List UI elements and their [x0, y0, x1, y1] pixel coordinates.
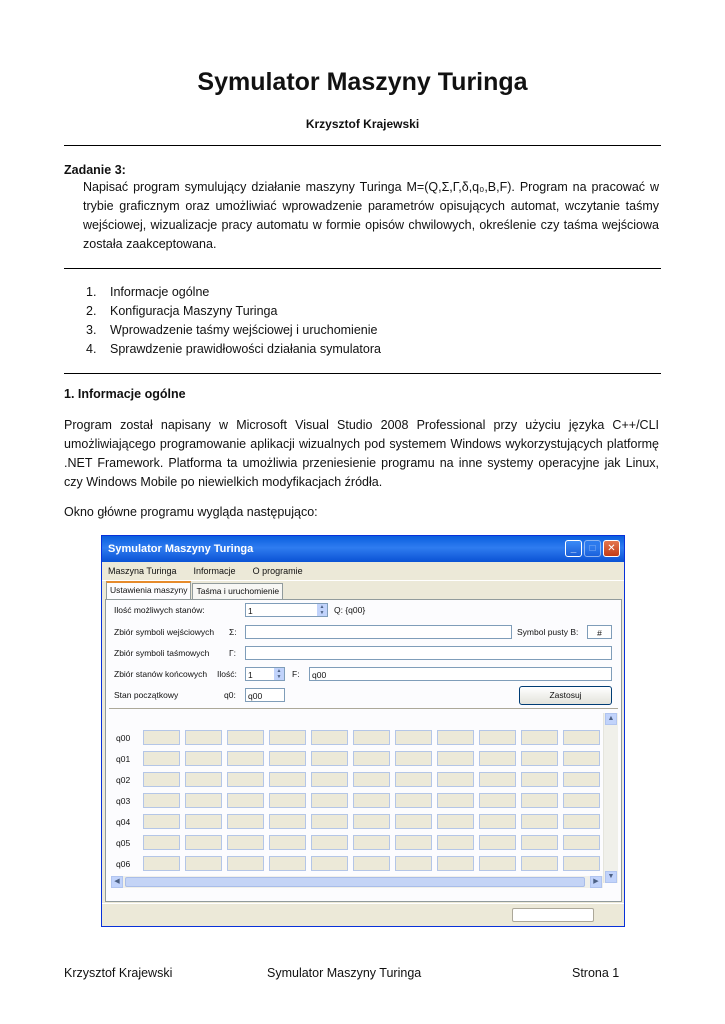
grid-cell[interactable]	[227, 772, 264, 787]
table-row: q06	[111, 856, 612, 873]
grid-cell[interactable]	[395, 814, 432, 829]
close-icon[interactable]: ✕	[603, 540, 620, 557]
tab-ustawienia[interactable]: Ustawienia maszyny	[106, 581, 191, 601]
spin-arrows-icon[interactable]: ▲ ▼	[274, 668, 284, 680]
section-paragraph: Program został napisany w Microsoft Visual Studio 2008 Professional przy użyciu języka C++/CLI umożliwiającego programowanie aplikacji wizualnych pod systemem Windows wykorzystujących platformę .NET Framework. Platforma ta umożliwia przeniesienie programu na inne systemy operacyjne jak Linux, czy Windows Mobile po niewielkich modyfikacjach źródła.	[64, 418, 659, 489]
grid-cell[interactable]	[227, 814, 264, 829]
grid-cell[interactable]	[269, 793, 306, 808]
grid-cell[interactable]	[395, 751, 432, 766]
toc-item: 4. Sprawdzenie prawidłowości działania symulatora	[86, 342, 381, 356]
scroll-left-icon[interactable]: ◀	[111, 876, 123, 888]
grid-cell[interactable]	[353, 793, 390, 808]
footer-page: Strona 1	[572, 966, 620, 980]
grid-cell[interactable]	[353, 856, 390, 871]
grid-cell[interactable]	[227, 730, 264, 745]
grid-cell[interactable]	[353, 751, 390, 766]
grid-cell[interactable]	[353, 730, 390, 745]
grid-cell[interactable]	[563, 772, 600, 787]
grid-cell[interactable]	[395, 835, 432, 850]
grid-cell[interactable]	[353, 835, 390, 850]
grid-cell[interactable]	[437, 856, 474, 871]
grid-cell[interactable]	[185, 772, 222, 787]
toc-item: 3. Wprowadzenie taśmy wejściowej i uruchomienie	[86, 323, 378, 337]
grid-cell[interactable]	[311, 835, 348, 850]
grid-cell[interactable]	[395, 730, 432, 745]
program-window-screenshot	[101, 535, 625, 927]
grid-cell[interactable]	[437, 835, 474, 850]
table-row: q05	[111, 835, 612, 852]
grid-cell[interactable]	[353, 772, 390, 787]
blank-symbol-label: Symbol pusty B:	[517, 627, 579, 637]
task-label: Zadanie 3:	[64, 163, 126, 177]
tab-tasma[interactable]: Taśma i uruchomienie	[192, 583, 283, 600]
grid-cell[interactable]	[437, 772, 474, 787]
table-row: q04	[111, 814, 612, 831]
gamma-label: Zbiór symboli taśmowych	[114, 648, 210, 658]
grid-cell[interactable]	[479, 730, 516, 745]
grid-cell[interactable]	[479, 772, 516, 787]
separator	[109, 708, 618, 709]
grid-cell[interactable]	[395, 772, 432, 787]
grid-cell[interactable]	[227, 751, 264, 766]
sigma-label: Zbiór symboli wejściowych	[114, 627, 215, 637]
gamma-symbol: Γ:	[229, 648, 237, 658]
status-bar	[102, 903, 624, 926]
apply-button[interactable]: Zastosuj	[519, 686, 612, 705]
grid-cell[interactable]	[311, 814, 348, 829]
grid-cell[interactable]	[227, 835, 264, 850]
grid-cell[interactable]	[185, 751, 222, 766]
table-row: q02	[111, 772, 612, 789]
start-state-label: Stan początkowy	[114, 690, 179, 700]
toc-item: 2. Konfiguracja Maszyny Turinga	[86, 304, 278, 318]
states-count-label: Ilość możliwych stanów:	[114, 605, 205, 615]
table-of-contents	[86, 283, 381, 359]
grid-cell[interactable]	[269, 835, 306, 850]
grid-cell[interactable]	[563, 793, 600, 808]
divider	[64, 145, 661, 146]
grid-cell[interactable]	[521, 856, 558, 871]
grid-cell[interactable]	[437, 730, 474, 745]
f-input[interactable]: q00	[309, 667, 612, 681]
spin-arrows-icon[interactable]: ▲ ▼	[317, 604, 327, 616]
grid-cell[interactable]	[311, 730, 348, 745]
grid-cell[interactable]	[479, 751, 516, 766]
grid-cell[interactable]	[395, 856, 432, 871]
minimize-icon[interactable]: _	[565, 540, 582, 557]
final-count-stepper[interactable]: 1 ▲ ▼	[245, 667, 285, 681]
grid-cell[interactable]	[395, 793, 432, 808]
grid-cell[interactable]	[227, 793, 264, 808]
q0-input[interactable]: q00	[245, 688, 285, 702]
table-row: q01	[111, 751, 612, 768]
gamma-input[interactable]	[245, 646, 612, 660]
grid-cell[interactable]	[563, 856, 600, 871]
settings-panel	[105, 599, 622, 902]
menu-maszyna[interactable]: Maszyna Turinga	[108, 566, 177, 576]
divider	[64, 268, 661, 269]
grid-cell[interactable]	[143, 856, 180, 871]
divider	[64, 373, 661, 374]
grid-cell[interactable]	[269, 751, 306, 766]
window-titlebar	[102, 536, 624, 562]
grid-cell[interactable]	[311, 751, 348, 766]
grid-cell[interactable]	[521, 730, 558, 745]
blank-symbol-input[interactable]: #	[587, 625, 612, 639]
menu-bar	[102, 562, 624, 581]
vertical-scrollbar[interactable]	[603, 713, 618, 883]
table-row: q03	[111, 793, 612, 810]
grid-cell[interactable]	[479, 793, 516, 808]
transition-grid	[111, 713, 612, 874]
scroll-thumb[interactable]	[125, 877, 585, 887]
grid-cell[interactable]	[479, 856, 516, 871]
scroll-right-icon[interactable]: ▶	[590, 876, 602, 888]
grid-cell[interactable]	[143, 793, 180, 808]
scroll-down-icon[interactable]: ▼	[605, 871, 617, 883]
menu-informacje[interactable]: Informacje	[193, 566, 236, 576]
grid-cell[interactable]	[185, 793, 222, 808]
grid-cell[interactable]	[227, 856, 264, 871]
grid-cell[interactable]	[437, 793, 474, 808]
status-field	[512, 908, 594, 922]
grid-cell[interactable]	[479, 814, 516, 829]
window-title: Symulator Maszyny Turinga	[108, 543, 254, 555]
grid-cell[interactable]	[437, 814, 474, 829]
grid-cell[interactable]	[311, 856, 348, 871]
grid-cell[interactable]	[311, 793, 348, 808]
sigma-symbol: Σ:	[229, 627, 237, 637]
grid-cell[interactable]	[269, 814, 306, 829]
maximize-icon: □	[584, 540, 601, 557]
grid-cell[interactable]	[521, 772, 558, 787]
grid-cell[interactable]	[185, 814, 222, 829]
table-row: q00	[111, 730, 612, 747]
grid-cell[interactable]	[269, 730, 306, 745]
q0-label: q0:	[224, 690, 236, 700]
grid-cell[interactable]	[353, 814, 390, 829]
grid-cell[interactable]	[437, 751, 474, 766]
final-states-label: Zbiór stanów końcowych	[114, 669, 208, 679]
menu-o-programie[interactable]: O programie	[252, 566, 303, 576]
footer-author: Krzysztof Krajewski	[64, 966, 173, 980]
grid-cell[interactable]	[143, 772, 180, 787]
grid-cell[interactable]	[143, 751, 180, 766]
grid-cell[interactable]	[269, 856, 306, 871]
final-count-label: Ilość:	[217, 669, 237, 679]
document-title: Symulator Maszyny Turinga	[197, 68, 528, 96]
grid-cell[interactable]	[269, 772, 306, 787]
grid-cell[interactable]	[143, 814, 180, 829]
f-label: F:	[292, 669, 300, 679]
grid-cell[interactable]	[521, 835, 558, 850]
section-title: 1. Informacje ogólne	[64, 387, 186, 401]
states-count-stepper[interactable]: 1 ▲ ▼	[245, 603, 328, 617]
grid-cell[interactable]	[563, 835, 600, 850]
task-text: Napisać program symulujący działanie maszyny Turinga M=(Q,Σ,Γ,δ,q₀,B,F). Program na pracować w trybie graficznym oraz umożliwiać wprowadzenie parametrów opisujących automat, wczytanie taśmy wejściowej, wizualizacje pracy automatu w formie opisów chwilowych, określenie czy taśma wejściowa została zaakceptowana.	[83, 180, 659, 251]
document-author: Krzysztof Krajewski	[305, 117, 420, 131]
grid-cell[interactable]	[521, 793, 558, 808]
grid-cell[interactable]	[311, 772, 348, 787]
sigma-input[interactable]	[245, 625, 512, 639]
grid-cell[interactable]	[143, 730, 180, 745]
toc-item: 1. Informacje ogólne	[86, 285, 210, 299]
grid-cell[interactable]	[563, 730, 600, 745]
q-set-label: Q: {q00}	[334, 605, 366, 615]
grid-cell[interactable]	[185, 856, 222, 871]
grid-cell[interactable]	[563, 751, 600, 766]
grid-cell[interactable]	[185, 730, 222, 745]
grid-cell[interactable]	[521, 814, 558, 829]
intro-text: Okno główne programu wygląda następująco:	[64, 505, 318, 519]
grid-cell[interactable]	[479, 835, 516, 850]
footer-title: Symulator Maszyny Turinga	[267, 966, 422, 980]
grid-cell[interactable]	[521, 751, 558, 766]
grid-cell[interactable]	[143, 835, 180, 850]
scroll-up-icon[interactable]: ▲	[605, 713, 617, 725]
horizontal-scrollbar[interactable]	[111, 876, 603, 888]
grid-cell[interactable]	[185, 835, 222, 850]
grid-cell[interactable]	[563, 814, 600, 829]
